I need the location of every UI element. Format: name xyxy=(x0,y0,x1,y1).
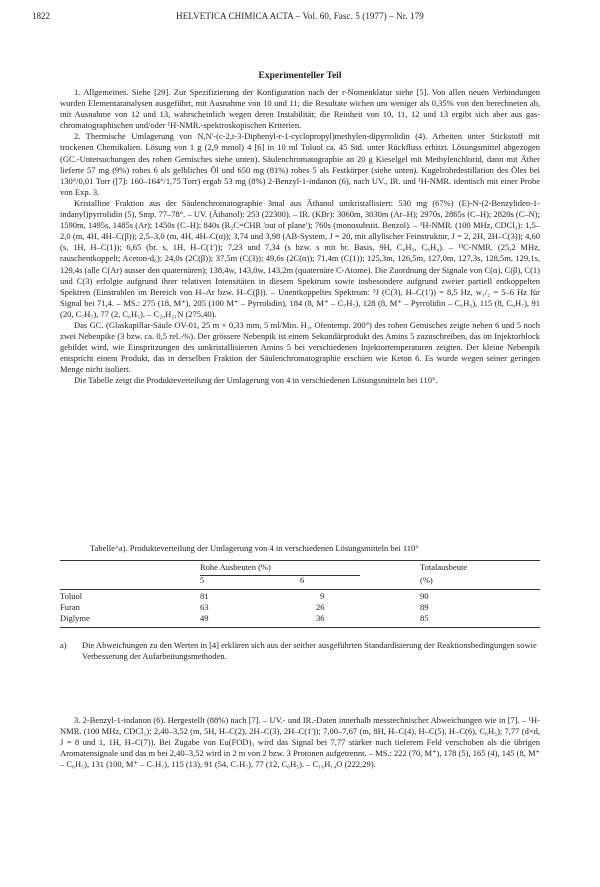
paragraph-benzylindanone: 3. 2-Benzyl-1-indanon (6). Hergestellt (88%) nach [7]. – UV.- und IR.-Daten innerhalb messtechnischer Abweichungen wie in [7]. – ¹H-NMR. (100 MHz, CDCl₃): 2,40–3,52 (m, 5H, H–C(2), 2H–C(3), 2H–C(1')); 7,00–7,67 (m, 8H, H–C(4), H–C(5), H–C(6), C₆H₅); 7,77 (d×d, J = 8 und 1, 1H, H–C(7)). Bei Zugabe von Eu(FOD)₃ wird das Signal bei 7,77 stärker nach tieferem Feld verschoben als die übrigen Aromatensignale und das m bei 2,40–3,52 wird in 2 m von 2 bzw. 3 Protonen aufgetrennt. – MS.: 222 (70, M⁺), 178 (5), 165 (4), 145 (8, M⁺ – C₆H₅), 131 (100, M⁺ – C₇H₇), 115 (13), 91 (54, C₇H₇), 77 (12, C₆H₅). – C₁₆H₁₄O (222,29). xyxy=(60,715,540,770)
table-row xyxy=(60,602,540,613)
total-yield-cell: 90 xyxy=(420,591,429,601)
body-text-lower xyxy=(60,715,540,770)
table-caption: Tabelle^a). Produkteverteilung der Umlagerung von 4 in verschiedenen Lösungsmitteln bei 110° xyxy=(90,543,419,553)
paragraph-table-intro: Die Tabelle zeigt die Produkteverteilung der Umlagerung von 4 in verschiedenen Lösungsmitteln bei 110°. xyxy=(74,375,438,386)
solvent-cell: Furan xyxy=(60,602,80,612)
solvent-cell: Diglyme xyxy=(60,613,90,623)
table-bottom-rule xyxy=(60,627,540,628)
paragraph-general: 1. Allgemeines. Siehe [29]. Zur Spezifizierung der Konfiguration nach der r-Nomenklatur siehe [5]. Von allen neuen Verbindungen wurden Elementaranalysen ausgeführt, mit Ausnahme von 10 und 11; die Resultate wichen um weniger als 0,35% von den berechneten ab, mit Ausnahme von 12 und 13, wahrscheinlich wegen deren Instabilität; die Reinheit von 10, 11, 12 und 13 ergibt sich aber aus gas-chromatographischen und/oder ¹H-NMR.-spektroskopischen Kriterien. xyxy=(60,87,540,131)
yield-5-cell: 49 xyxy=(200,613,209,623)
col-header-total-unit: (%) xyxy=(420,575,433,585)
paragraph-crystalline-fraction: Kristalline Fraktion aus der Säulenchromatographie 3mal aus Äthanol umkristallisiert: 530 mg (67%) (E)-N-(2-Benzyliden-1-indanyl)pyrrolidin (5), Smp. 77–78°. – UV. (Äthanol): 253 (22300). – IR. (KBr): 3060m, 3030m (Ar–H); 2970s, 2865s (C–H); 2820s (C–N); 1590m, 1495s, 1485s (Ar); 1450s (C–H); 840s (R₂C=CHR 'out of plane'); 760s (monosubstit. Benzol). – ¹H-NMR. (100 MHz, CDCl₃): 1,5–2,0 (m, 4H, 4H–C(β)); 2,5–3,0 (m, 4H, 4H–C(α)); 3,74 und 3,98 (AB-System, J = 20, mit allylischer Feinstruktur, J = 2, 2H, 2H–C(3)); 4,60 (s, 1H, H–C(1)); 6,65 (br. s, 1H, H–C(1')); 7,23 und 7,34 (s bzw. s mit br. Basis, 9H, C₆H₅, C₆H₄). – ¹³C-NMR. (25,2 MHz, rauschentkoppelt; Aceton-d₆): 24,0s (2C(β)); 37,5m (C(3)); 49,6s (2C(α)); 71,4m (C(1)); 125,3m, 126,5m, 127,0m, 127,3s, 128,5m, 129,1s, 129,4s (alle C(Ar) ausser den quaternären); 138,4w, 143,0w, 143,2m (quaternäre C-Atome). Die Zuordnung der Signale von C(α), C(β), C(1) und C(3) erfolgte aufgrund ihrer relativen Intensitäten in diesem Spektrum sowie insbesondere aufgrund zweier partiell entkoppelten Spektren (Einstrahlen im Bereich von H–Ar bzw. H–C(β)). – Unentkoppeltes Spektrum: ³J (C(3), H–C(1')) = 8,5 Hz, w₁/₂ = 5–6 Hz für Signal bei 71,4. – MS.: 275 (18, M⁺), 205 (100 M⁺ – Pyrrolidin), 184 (8, M⁺ – C₇H₇), 128 (8, M⁺ – Pyrrolidin – C₆H₅), 115 (8, C₉H₇), 91 (20, C₇H₇), 77 (2, C₆H₅). – C₂₀H₂₁N (275,40). xyxy=(60,197,541,319)
yield-6-cell: 36 xyxy=(316,613,325,623)
total-yield-cell: 89 xyxy=(420,602,429,612)
journal-title: HELVETICA CHIMICA ACTA – Vol. 60, Fasc. 5 (1977) – Nr. 179 xyxy=(176,11,424,21)
table-footnote xyxy=(60,640,540,662)
table-row xyxy=(60,589,540,602)
body-text xyxy=(60,87,540,387)
footnote-text: Die Abweichungen zu den Werten in [4] erklären sich aus der seither ausgeführten Standardisierung der Reaktionsbedingungen sowie Verbesserung der Aufarbeitungsmethoden. xyxy=(82,640,537,661)
group-header: Rohe Ausbeuten (%) xyxy=(200,562,271,572)
footnote-mark: a) xyxy=(60,640,67,650)
page-number: 1822 xyxy=(32,11,50,21)
table-row xyxy=(60,613,540,624)
yield-5-cell: 81 xyxy=(200,591,209,601)
paragraph-gc: Das GC. (Glaskapillar-Säule OV-01, 25 m × 0,33 mm, 5 ml/Min. H₂, Ofentemp. 200°) des rohen Gemisches zeigte neben 6 und 5 noch zwei Nebenpike (3 bzw. ca. 0,5 rel.-%). Der grössere Nebenpik ist einem Sekundärprodukt des Amins 5 zuzuschreiben, das im Injektorblock gebildet wird, wie Einspritzungen des umkristallisierten Amins 5 bei verschiedenen Injektortemperaturen zeigten. Der kleine Nebenpik entspricht einem Produkt, das in derselben Fraktion der Säulenchromatographie erschien wie Keton 6. Es wurde wegen seiner geringen Menge nicht isoliert. xyxy=(60,319,540,375)
total-yield-cell: 85 xyxy=(420,613,429,623)
yield-6-cell: 9 xyxy=(320,591,325,601)
col-header-6: 6 xyxy=(300,575,305,585)
product-distribution-table xyxy=(60,560,540,624)
section-title: Experimenteller Teil xyxy=(258,71,342,81)
col-header-5: 5 xyxy=(200,575,205,585)
solvent-cell: Toluol xyxy=(60,591,83,601)
yield-6-cell: 26 xyxy=(316,602,325,612)
yield-5-cell: 63 xyxy=(200,602,209,612)
paragraph-rearrangement: 2. Thermische Umlagerung von N,N'-(c-2,t-3-Diphenyl-r-1-cyclopropyl)methylen-dipyrrolidin (4). Arbeiten unter Stickstoff mit trockenen Chemikalien. Lösung von 1 g (2,9 mmol) 4 [6] in 10 ml Toluol ca. 45 Std. unter Rückfluss erhitzt. Lösungsmittel abgezogen (GC.-Untersuchungen des rohen Gemisches siehe unten). Säulenchromatographie an 20 g Kieselgel mit Methylenchlorid, dann mit Äther lieferte 57 mg (9%) rohes 6 als gelbliches Öl und 650 mg (81%) rohes 5 als Festkörper (siehe unten). Kugelrohrdestillation des Öles bei 130°/0,01 Torr ([7]: 160–164°/1,75 Torr) ergab 53 mg (8%) 2-Benzyl-1-indanon (6), nach UV., IR. und ¹H-NMR. identisch mit einer Probe von Exp. 3. xyxy=(60,131,540,197)
total-header: Totalausbeute xyxy=(420,562,468,572)
